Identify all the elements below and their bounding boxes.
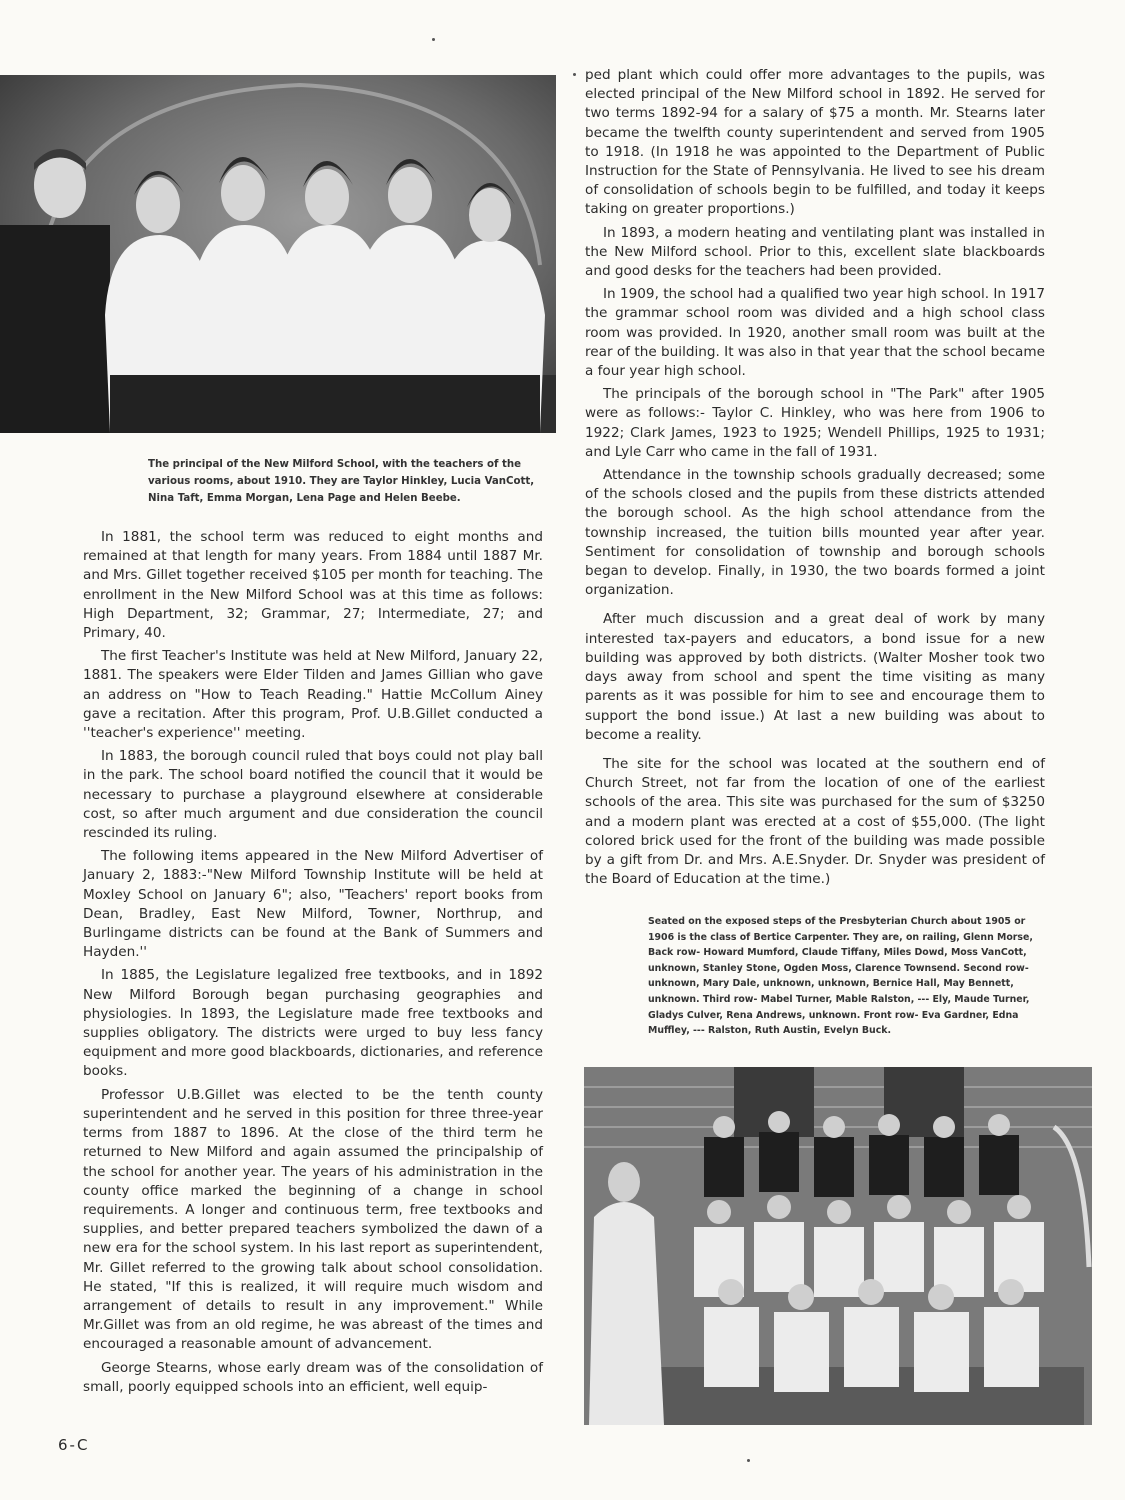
speck [432,38,435,41]
paragraph: In 1881, the school term was reduced to eight months and remained at that length for many years. From 1884 until 1887 Mr. and Mrs. Gillet together received $105 per month for teaching. The enrollment in the New Milford School was at this time as follows: High Department, 32; Grammar, 27; Intermediate, 27; and Primary, 40. [83,529,543,642]
teachers-photo [0,75,556,433]
paragraph: The principals of the borough school in "The Park" after 1905 were as follows:- Taylor C. Hinkley, who was here from 1906 to 1922; Clark James, 1923 to 1925; Wendell Phillips, 1925 to 1931; and Lyle Carr who came in the fall of 1931. [585,386,1045,460]
paragraph: The following items appeared in the New Milford Advertiser of January 2, 1883:-"New Milford Township Institute will be held at Moxley School on January 6"; also, "Teachers' report books from Dean, Bradley, East New Milford, Towner, Northrup, and Burlingame districts can be found at the Bank of Summers and Hayden.'' [83,848,543,961]
speck [747,1459,750,1462]
class-photo [584,1067,1092,1425]
paragraph: Attendance in the township schools gradually decreased; some of the schools closed and the pupils from these districts attended the borough school. As the high school attendance from the township increased, the tuition bills mounted year after year. Sentiment for consolidation of township and borough schools began to develop. Finally, in 1930, the two boards formed a joint organization. [585,467,1045,599]
paragraph: In 1893, a modern heating and ventilating plant was installed in the New Milford school. Prior to this, excellent slate blackboards and good desks for the teachers had been provided. [585,224,1045,280]
paragraph: After much discussion and a great deal of work by many interested tax-payers and educators, a bond issue for a new building was approved by both districts. (Walter Mosher took two days away from school and spent the time visiting as many parents as it was possible for him to see and encourage them to support the bond issue.) At last a new building was about to become a reality. [585,611,1045,743]
paragraph: George Stearns, whose early dream was of the consolidation of small, poorly equipped schools into an efficient, well equip- [83,1359,543,1395]
left-column [83,528,543,1401]
page-number: 6-C [58,1436,90,1454]
paragraph: In 1885, the Legislature legalized free textbooks, and in 1892 New Milford Borough began purchasing geographies and physiologies. In 1893, the Legislature made free textbooks and supplies obligatory. The districts were urged to buy less fancy equipment and more good blackboards, dictionaries, and reference books. [83,967,543,1080]
paragraph: The site for the school was located at the southern end of Church Street, not far from the location of one of the earliest schools of the area. This site was purchased for the sum of $3250 and a modern plant was erected at a cost of $55,000. (The light colored brick used for the front of the building was made possible by a gift from Dr. and Mrs. A.E.Snyder. Dr. Snyder was president of the Board of Education at the time.) [585,755,1045,888]
paragraph: In 1883, the borough council ruled that boys could not play ball in the park. The school board notified the council that it would be necessary to purchase a playground elsewhere at considerable cost, so after much argument and due consideration the council rescinded its ruling. [83,748,543,842]
paragraph: In 1909, the school had a qualified two year high school. In 1917 the grammar school room was divided and a high school class room was provided. In 1920, another small room was built at the rear of the building. It was also in that year that the school became a four year high school. [585,286,1045,380]
teachers-photo-caption: The principal of the New Milford School, with the teachers of the various rooms, about 1910. They are Taylor Hinkley, Lucia VanCott, Nina Taft, Emma Morgan, Lena Page and Helen Beebe. [148,459,535,504]
speck [573,73,576,76]
paragraph: ped plant which could offer more advantages to the pupils, was elected principal of the New Milford school in 1892. He served for two terms 1892-94 for a salary of $75 a month. Mr. Stearns later became the twelfth county superintendent and served from 1905 to 1918. (In 1918 he was appointed to the Department of Public Instruction for the State of Pennsylvania. He lived to see his dream of consolidation of schools begin to be fulfilled, and today it keeps taking on greater proportions.) [585,67,1045,218]
right-column [585,66,1045,893]
paragraph: The first Teacher's Institute was held at New Milford, January 22, 1881. The speakers were Elder Tilden and James Gillian who gave an address on "How to Teach Reading." Hattie McCollum Ainey gave a recitation. After this program, Prof. U.B.Gillet conducted a ''teacher's experience'' meeting. [83,648,543,742]
paragraph: Professor U.B.Gillet was elected to be the tenth county superintendent and he served in this position for three three-year terms from 1887 to 1896. At the close of the third term he returned to New Milford and again assumed the principalship of the school for another year. The years of his administration in the county office marked the beginning of a change in school requirements. A longer and continuous term, free textbooks and supplies, and better prepared teachers symbolized the dawn of a new era for the school system. In his last report as superintendent, Mr. Gillet referred to the growing talk about school consolidation. He stated, "If this is realized, it will require much wisdom and arrangement of details to result in any improvement." While Mr.Gillet was from an old regime, he was abreast of the times and encouraged a reasonable amount of advancement. [83,1086,543,1353]
class-photo-caption: Seated on the exposed steps of the Presbyterian Church about 1905 or 1906 is the class of Bertice Carpenter. They are, on railing, Glenn Morse, Back row- Howard Mumford, Claude Tiffany, Miles Dowd, Moss VanCott, unknown, Stanley Stone, Ogden Moss, Clarence Townsend. Second row- unknown, Mary Dale, unknown, unknown, Bernice Hall, May Bennett, unknown. Third row- Mabel Turner, Mable Ralston, --- Ely, Maude Turner, Gladys Culver, Rena Andrews, unknown. Front row- Eva Gardner, Edna Muffley, --- Ralston, Ruth Austin, Evelyn Buck. [648,916,1033,1037]
